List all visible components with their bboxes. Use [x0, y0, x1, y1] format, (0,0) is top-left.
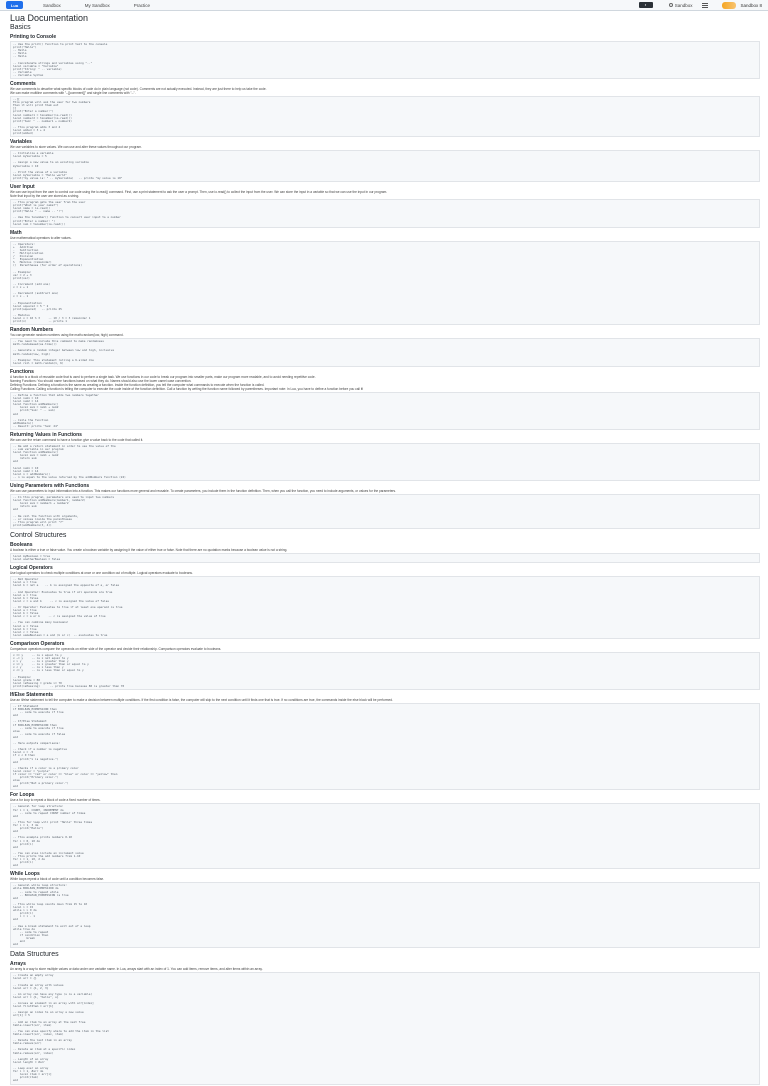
- for-loops-code-block[interactable]: -- General for loop structure: for i = 1, COUNT, INCREMENT do -- code to repeat COUNT number of times end -- This for loop will print "Hello" three times for i = 1, 3 do print("Hello") end -- This example prints numbers 0-10 for i = 0, 10 do print(i) end -- You can also include an increment value -- This prints the odd numbers from 1-10 for i = 1, 10, 2 do print(i) end: [10, 803, 760, 869]
- for-loops-description: Use a for loop to repeat a block of code a fixed number of times.: [10, 798, 101, 803]
- arrays-heading: Arrays: [10, 961, 26, 968]
- functions-defining: Defining Functions: Defining a function is the same as creating a function. Inside the function definition, you tell the computer what commands to execute when the function is called.: [10, 382, 265, 387]
- random-numbers-code-block[interactable]: -- You need to include this command to make randomness math.randomseed(os.time()) -- Generate a random integer between low and high, inclusive math.random(low, high) -- Example: This statement rolling a 6-sided die local roll = math.random(1, 6): [10, 338, 760, 367]
- while-loops-code-block[interactable]: -- General while loop structure: while BOOLEAN_EXPRESSION do -- code to repeat while -- BOOLEAN_EXPRESSION is true end -- This while loop counts down from 15 to 10 local i = 15 while i > 9 do print(i) i = i - 1 end -- Use a break statement to exit out of a loop while true do -- code to repeat if condition then break end end: [10, 882, 760, 948]
- functions-heading: Functions: [10, 368, 34, 375]
- for-loops-heading: For Loops: [10, 792, 35, 799]
- topbar-right-group: [639, 2, 762, 9]
- user-menu[interactable]: [722, 2, 762, 9]
- user-input-heading: User Input: [10, 184, 35, 190]
- circle-icon: [669, 3, 673, 7]
- returning-values-heading: Returning Values in Functions: [10, 431, 82, 438]
- variables-code-block[interactable]: -- Initialize a variable local myVariable = 5 -- Assign a new value to an existing variable myVariable = 10 -- Print the value of a variable local myVariable = "Hello world" print("my value is: " .. myVariable) -- prints "my value is 10": [10, 150, 760, 182]
- if-else-heading: If/Else Statements: [10, 691, 54, 698]
- printing-heading: Printing to Console: [10, 34, 57, 40]
- if-else-code-block[interactable]: -- If Statement if BOOLEAN_EXPRESSION then -- code to execute if true end -- If/Else Statement if BOOLEAN_EXPRESSION then -- code to execute if true else -- code to execute if false end -- Here outputs comparisons: -- Check if a number is negative local x = -5 if x < 0 then print("x is negative.") end -- Checks if a color is a primary color local color = "purple" if color == "red" or color == "blue" or color == "yellow" then print("Primary color.") else print("Not a primary color.") end: [10, 703, 760, 791]
- booleans-code-block[interactable]: local myBoolean = true local anotherBoolean = false: [10, 553, 760, 563]
- comparison-operators-heading: Comparison Operators: [10, 640, 65, 647]
- parameters-description: We can use parameters to input information into a function. This makes our functions more general and reusable. To create parameters, you include them in the function definition. Then, when you call the function, you need to include arguments, or values for the parameters.: [10, 489, 397, 493]
- booleans-description: A boolean is either a true or false value. You create a boolean variable by assigning it the value of either true or false. Note that there are no quotation marks because a boolean value is not a string.: [10, 547, 288, 552]
- functions-code-block[interactable]: -- Define a function that adds two numbers together local num1 = 10 local num2 = 14 local function addNumbers() local sum = num1 + num2 print("Sum: " .. sum) end -- Calls the function addNumbers() -- Result: prints "Sum: 24": [10, 392, 760, 430]
- functions-calling: Calling Functions: Calling a function is telling the computer to execute the code inside of the function definition. Call a function by writing the function name followed by parentheses. Important note: In Lua, you have to define a function before you call it!: [10, 386, 364, 391]
- sandbox-link-label: Sandbox: [674, 2, 693, 8]
- variables-heading: Variables: [10, 139, 32, 146]
- comments-heading: Comments: [10, 81, 36, 88]
- logical-operators-description: Use logical operators to check multiple conditions at once or one condition out of multiple. Logical operators evaluate to booleans.: [10, 571, 193, 576]
- comments-description: We use comments to describe what specific blocks of code do in plain language (not code). Comments are not actually executed. Instead, they are just there to help us take the code.: [10, 87, 267, 92]
- returning-values-code-block[interactable]: -- We add a return statement in order to use the value of the -- sum variable in our program local function addNumbers() local sum = num1 + num2 return sum end local num1 = 10 local num2 = 14 local n = addNumbers() -- n is equal to the value returned by the addNumbers function (24): [10, 443, 760, 481]
- nav-tab-my-sandbox[interactable]: My Sandbox: [84, 2, 110, 8]
- app-logo[interactable]: Lua: [6, 1, 23, 9]
- avatar: [722, 2, 736, 9]
- math-code-block[interactable]: -- Operators: + Addition - Subtraction * Multiplication / Division ^ Exponentiation % Modulus (remainder) () Parentheses (for order of operations) -- Example: var = 2 + 3 print(var) -- Increment (add one) x = x + 1 -- Decrement (subtract one) x = x - 1 -- Exponentiation local squared = 5 ^ 2 print(squared) -- prints 25 -- Modulus local x = 10 % 3 -- 10 / 3 = 3 remainder 1 print(x) -- prints 1: [10, 241, 760, 325]
- arrays-description: An array is a way to store multiple values or data under one variable name. In Lua, arrays start with an index of 1. You can add items, remove items, and alter items within an array.: [10, 967, 263, 972]
- documentation-content: [10, 13, 760, 1086]
- section-basics-heading: Basics: [10, 24, 31, 31]
- math-description: Use mathematical operators to alter values.: [10, 235, 72, 240]
- nav-tab-sandbox[interactable]: Sandbox: [43, 2, 61, 8]
- comments-description-2: We can make multiline comments with "--[[comment]]" and single line comments with "--".: [10, 91, 136, 96]
- user-input-description: We can use input from the user to control our code using the io.read() command. First, use a print statement to ask the user a prompt. Then, use io.read() to collect the input from the user. We can store the input in a variable so that we can use the input in our program.: [10, 190, 388, 194]
- comments-code-block[interactable]: --[[ This program will ask the user for two numbers Then it will print them out ]] print("Enter a number:") local number1 = tonumber(io.read()) local number2 = tonumber(io.read()) print("Sum: " .. number1 + number2) -- This program adds 3 and 4 local added = 3 + 4 print(added): [10, 96, 760, 137]
- returning-values-description: We can use the return command to have a function give a value back to the code that called it.: [10, 437, 144, 442]
- user-name: Sandbox 8: [740, 2, 762, 8]
- functions-naming: Naming Functions: You should name functions based on what they do. Names should also use the lower camel case convention.: [10, 378, 192, 383]
- comparison-operators-code-block[interactable]: x == y -- is x equal to y x ~= y -- is x not equal to y x > y -- is x greater than y x >= y -- is x greater than or equal to y x < y -- is x less than y x <= y -- is x less than or equal to y -- Example: local grade = 80 local isPassing = grade >= 70 print(isPassing) -- prints true because 80 is greater than 70: [10, 652, 760, 690]
- random-numbers-description: You can generate random numbers using the math.random(low, high) command.: [10, 333, 124, 338]
- user-input-code-block[interactable]: -- This program gets the user from the user print("What is your name?") local name = io.read() print("Hello " .. name .. "!") -- Use the tonumber() function to convert user input to a number print("Enter a number: ") local num = tonumber(io.read()): [10, 199, 760, 228]
- random-numbers-heading: Random Numbers: [10, 327, 54, 334]
- math-heading: Math: [10, 229, 22, 236]
- logical-operators-code-block[interactable]: -- Not Operator local a = true local b = not a -- b is assigned the opposite of a, or false -- And Operator: Evaluates to true if all operands are true local a = true local b = false local c = a and b -- c is assigned the value of false -- Or Operator: Evaluates to true if at least one operand is true local a = true local b = false local c = a or b -- c is assigned the value of true -- You can combine many booleans! local a = false local b = true local c = false local someBoolean = a and (b or c) -- evaluates to true: [10, 576, 760, 639]
- sandbox-link[interactable]: [669, 3, 693, 8]
- theme-toggle-button[interactable]: ◐: [639, 2, 653, 8]
- section-data-structures-heading: Data Structures: [10, 951, 59, 959]
- parameters-code-block[interactable]: -- In this program, parameters are used to input two numbers local function addNumbers(number1, number2) local sum = number1 + number2 return sum end -- We call the function with arguments, -- or values inside the parentheses -- This program will print "7" print(addNumbers(3, 4)): [10, 494, 760, 529]
- comparison-operators-description: Comparison operators compare the operands on either side of the operator and decide their relationship. Comparison operators evaluate to booleans.: [10, 646, 222, 651]
- variables-description: We use variables to store values. We can use and alter these values throughout our program.: [10, 145, 142, 150]
- functions-description: A function is a block of reusable code that is used to perform a single task. We use functions in our code to break our program into smaller parts, make our program more readable, and to avoid needing repetitive code.: [10, 374, 316, 379]
- top-navigation-bar: [0, 0, 768, 11]
- nav-tab-practice[interactable]: Practice: [133, 2, 151, 8]
- parameters-heading: Using Parameters with Functions: [10, 483, 90, 489]
- printing-code-block[interactable]: -- Use the print() function to print text to the console print("Hello") -- Hello -- Hello -- Hello -- Concatenate strings and variables using ".." local variable = "Variable" print("String: " .. variable) -- Variable -- Variable Syntax: [10, 41, 760, 79]
- while-loops-description: While loops repeat a block of code until a condition becomes false.: [10, 877, 105, 882]
- hamburger-menu-icon[interactable]: [702, 3, 708, 8]
- section-control-heading: Control Structures: [10, 531, 67, 539]
- while-loops-heading: While Loops: [10, 871, 40, 878]
- booleans-heading: Booleans: [10, 541, 33, 548]
- user-input-description-2: Note that input by the user are stored as a string.: [10, 194, 80, 198]
- if-else-description: Use an if/else statement to tell the computer to make a decision between multiple conditions. If the first condition is false, the computer will skip to the next condition until it finds one that is true. If no conditions are true, the commands inside the else block will be performed.: [10, 697, 393, 702]
- arrays-code-block[interactable]: -- Create an empty array local arr = {} -- Create an array with values local arr = {1, 2, 3} -- An array can have any type (s is a variable) local arr = {1, "hello", s} -- Access an element in an array with arr[index] local firstItem = arr[1] -- Assign an index to an array a new value arr[1] = 5 -- Add an item to an array at the next free table.insert(arr, item) -- You can also specify where to add the item in the list table.insert(arr, index, item) -- Delete the last item in an array table.remove(arr) -- Delete an item at a specific index table.remove(arr, index) -- Length of an array local length = #arr -- Loop over an array for i = 1, #arr do local item = arr[i] print(item) end: [10, 972, 760, 1084]
- page-title: Lua Documentation: [10, 13, 89, 23]
- logical-operators-heading: Logical Operators: [10, 565, 53, 572]
